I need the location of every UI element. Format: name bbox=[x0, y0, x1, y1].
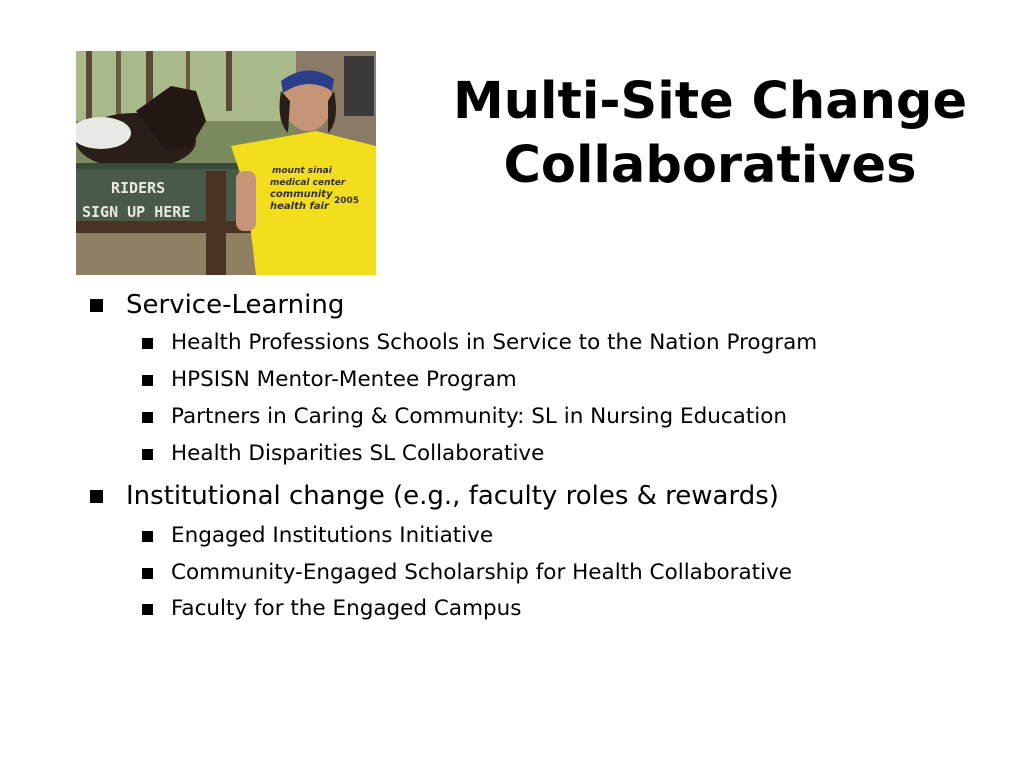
bullet-text: Service-Learning bbox=[126, 290, 345, 320]
square-bullet-icon bbox=[142, 375, 153, 386]
square-bullet-icon bbox=[142, 338, 153, 349]
square-bullet-icon bbox=[90, 299, 103, 312]
square-bullet-icon bbox=[142, 412, 153, 423]
sub-bullet-text: Faculty for the Engaged Campus bbox=[171, 596, 522, 621]
title-line-1: Multi-Site Change bbox=[452, 72, 968, 131]
square-bullet-icon bbox=[142, 531, 153, 542]
shirt-text-5: 2005 bbox=[334, 196, 360, 206]
square-bullet-icon bbox=[142, 449, 153, 460]
sub-bullet-text: Partners in Caring & Community: SL in Nursing Education bbox=[171, 404, 788, 429]
square-bullet-icon bbox=[142, 604, 153, 615]
shirt-text-1: mount sinai bbox=[272, 166, 332, 176]
sign-text-line1: RIDERS bbox=[111, 179, 166, 197]
title-line-2: Collaboratives bbox=[503, 136, 917, 195]
shirt-text-3: community bbox=[270, 189, 333, 200]
bullet-text: Institutional change (e.g., faculty roles & rewards) bbox=[126, 481, 779, 511]
slide-title bbox=[400, 70, 1020, 198]
slide-photo bbox=[76, 51, 376, 275]
photo-illustration bbox=[76, 51, 376, 275]
shirt-text-2: medical center bbox=[270, 178, 346, 188]
sub-bullet-text: Health Professions Schools in Service to the Nation Program bbox=[171, 330, 818, 355]
square-bullet-icon bbox=[90, 490, 103, 503]
sign-text-line2: SIGN UP HERE bbox=[82, 203, 191, 221]
sub-bullet-text: Engaged Institutions Initiative bbox=[171, 523, 494, 548]
sub-bullet-text: HPSISN Mentor-Mentee Program bbox=[171, 367, 517, 392]
shirt-text-4: health fair bbox=[270, 201, 329, 212]
sub-bullet-text: Health Disparities SL Collaborative bbox=[171, 441, 545, 466]
square-bullet-icon bbox=[142, 568, 153, 579]
sub-bullet-text: Community-Engaged Scholarship for Health Collaborative bbox=[171, 560, 793, 585]
